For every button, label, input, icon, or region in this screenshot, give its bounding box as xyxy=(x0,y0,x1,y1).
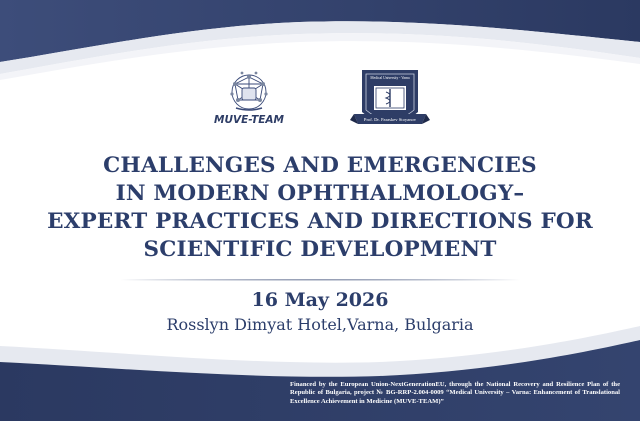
event-title-line: IN MODERN OPHTHALMOLOGY– xyxy=(115,181,525,206)
event-date: 16 May 2026 xyxy=(251,289,389,311)
medical-university-top-text: Medical University - Varna xyxy=(370,76,410,80)
event-title-line: CHALLENGES AND EMERGENCIES xyxy=(103,153,537,178)
event-title xyxy=(20,152,620,264)
event-title-line: SCIENTIFIC DEVELOPMENT xyxy=(143,237,497,262)
muve-team-wordmark: MUVE-TEAM xyxy=(214,114,284,126)
medical-university-banner-text: Prof. Dr. Paraskev Stoyanov xyxy=(363,117,417,122)
medical-university-logo xyxy=(348,62,432,140)
event-venue: Rosslyn Dimyat Hotel,Varna, Bulgaria xyxy=(166,315,474,334)
funding-note: Financed by the European Union-NextGenerationEU, through the National Recovery and Resilience Plan of the Republic of Bulgaria, project № BG-RRP-2.004-0009 “Medical University – Varna: Enhancement of Translational Excellence Achievement in Medicine (MUVE-TEAM)” xyxy=(290,381,620,405)
muve-team-logo xyxy=(214,68,284,128)
network-head-icon xyxy=(232,75,266,109)
divider-line xyxy=(120,278,520,282)
event-title-line: EXPERT PRACTICES AND DIRECTIONS FOR xyxy=(47,209,593,234)
